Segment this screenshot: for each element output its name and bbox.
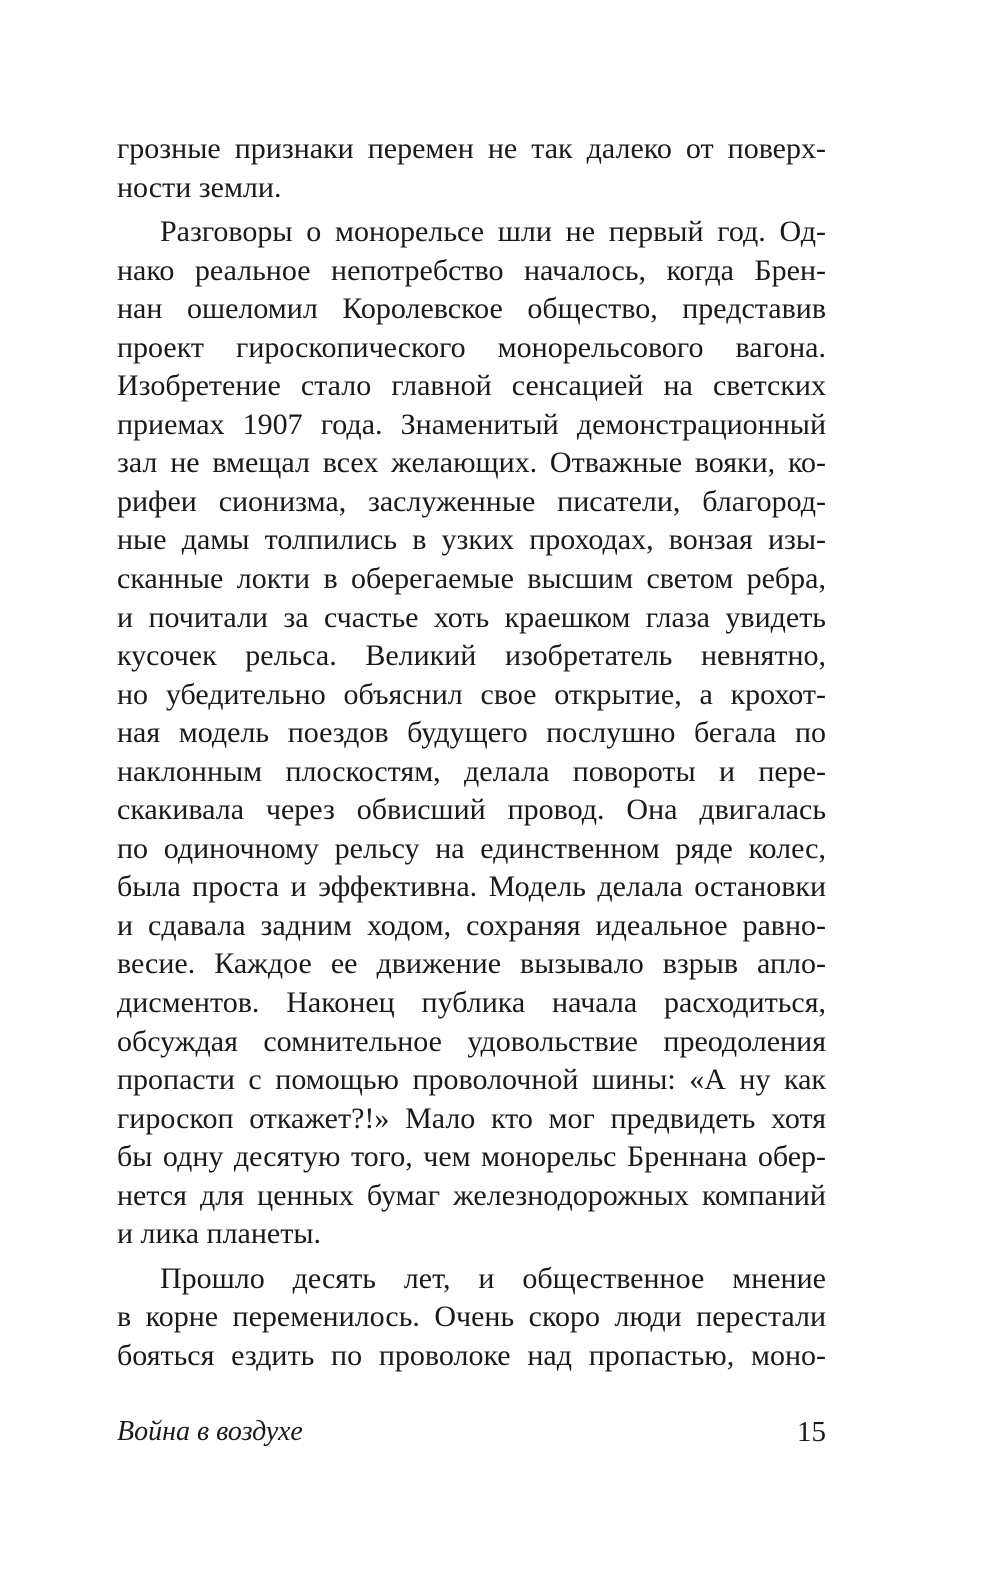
text-line: нан ошеломил Королевское общество, представив	[117, 292, 826, 326]
text-line: была проста и эффективна. Модель делала остановки	[117, 870, 826, 904]
body-text	[117, 130, 826, 1376]
text-line: Разговоры о монорельсе шли не первый год. Од-	[160, 215, 826, 249]
text-line: наклонным плоскостям, делала повороты и пере-	[117, 754, 826, 788]
text-line: грозные признаки перемен не так далеко от поверх-	[117, 132, 826, 165]
text-line: зал не вмещал всех желающих. Отважные вояки, ко-	[117, 446, 826, 480]
text-line: и лика планеты.	[117, 1217, 321, 1251]
text-line: рифеи сионизма, заслуженные писатели, благород-	[117, 484, 826, 518]
text-line: Изобретение стало главной сенсацией на светских	[117, 369, 826, 403]
text-line: проект гироскопического монорельсового вагона.	[117, 330, 826, 364]
text-line: ные дамы толпились в узких проходах, вонзая изы-	[117, 523, 826, 557]
text-line: бояться ездить по проволоке над пропастью, моно-	[117, 1338, 826, 1372]
running-footer-title: Война в воздухе	[117, 1416, 303, 1447]
page-number: 15	[797, 1416, 826, 1448]
text-line: по одиночному рельсу на единственном ряде колес,	[117, 831, 826, 865]
text-line: и почитали за счастье хоть краешком глаза увидеть	[117, 600, 826, 634]
text-line: и сдавала задним ходом, сохраняя идеальное равно-	[117, 908, 826, 942]
text-line: ная модель поездов будущего послушно бегала по	[117, 716, 826, 750]
text-line: скакивала через обвисший провод. Она двигалась	[117, 793, 826, 827]
text-line: Прошло десять лет, и общественное мнение	[160, 1261, 826, 1295]
text-line: нако реальное непотребство началось, когда Брен-	[117, 253, 826, 287]
text-line: но убедительно объяснил свое открытие, а крохот-	[117, 677, 826, 711]
text-line: бы одну десятую того, чем монорельс Бреннана обер-	[117, 1140, 826, 1174]
text-line: сканные локти в оберегаемые высшим светом ребра,	[117, 562, 826, 596]
text-line: кусочек рельса. Великий изобретатель невнятно,	[117, 639, 826, 673]
text-line: в корне переменилось. Очень скоро люди перестали	[117, 1300, 826, 1334]
text-line: пропасти с помощью проволочной шины: «А ну как	[117, 1063, 826, 1097]
text-line: нется для ценных бумаг железнодорожных компаний	[117, 1178, 826, 1212]
text-line: дисментов. Наконец публика начала расходиться,	[117, 986, 826, 1020]
text-line: весие. Каждое ее движение вызывало взрыв апло-	[117, 947, 826, 981]
text-line: приемах 1907 года. Знаменитый демонстрационный	[117, 407, 826, 441]
text-line: обсуждая сомнительное удовольствие преодоления	[117, 1024, 826, 1058]
text-line: ности земли.	[117, 170, 282, 204]
text-line: гироскоп откажет?!» Мало кто мог предвидеть хотя	[117, 1101, 826, 1135]
